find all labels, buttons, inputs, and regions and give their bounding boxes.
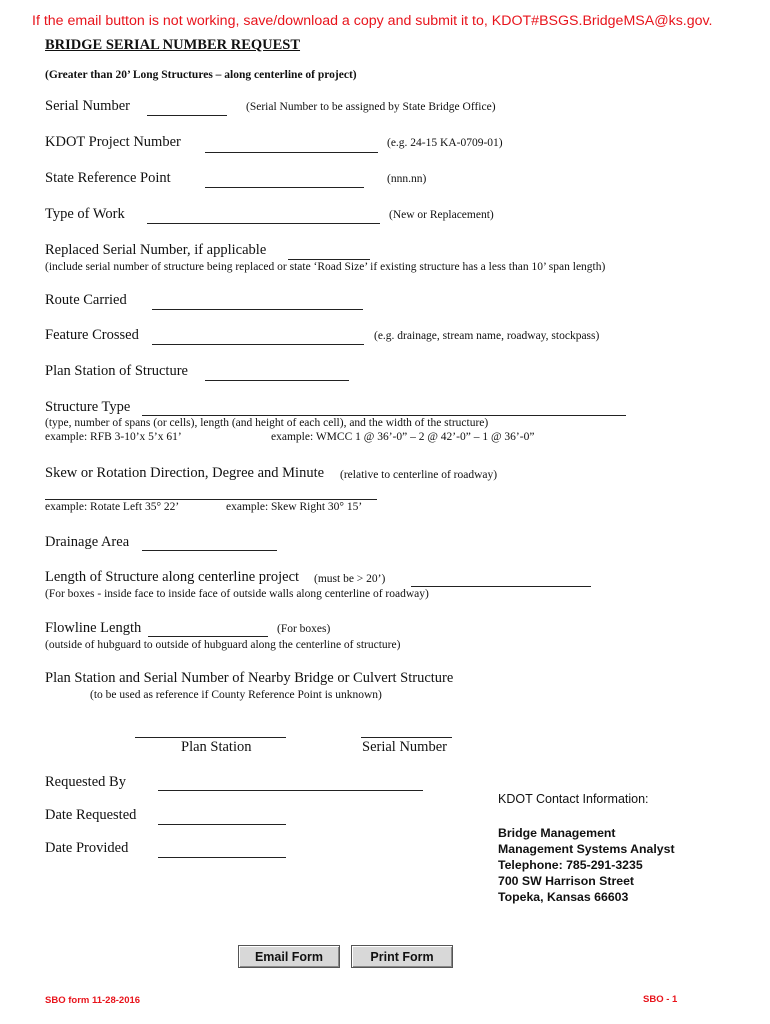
- skew-field[interactable]: [45, 485, 377, 500]
- plan-station-field[interactable]: [205, 366, 349, 381]
- structure-type-field[interactable]: [142, 401, 626, 416]
- nearby-serial-number-field[interactable]: [361, 723, 452, 738]
- contact-line-street: 700 SW Harrison Street: [498, 874, 634, 888]
- project-number-field[interactable]: [205, 138, 378, 153]
- structure-type-note: (type, number of spans (or cells), length (and height of each cell), and the width of the structure): [45, 417, 489, 429]
- length-label: Length of Structure along centerline project: [45, 569, 300, 585]
- drainage-area-field[interactable]: [142, 536, 277, 551]
- length-field[interactable]: [411, 572, 591, 587]
- requested-by-label: Requested By: [45, 774, 126, 790]
- email-instructions-banner: If the email button is not working, save/download a copy and submit it to, KDOT#BSGS.BridgeMSA@ks.gov.: [32, 13, 713, 29]
- feature-crossed-label: Feature Crossed: [45, 327, 139, 343]
- replaced-serial-note: (include serial number of structure being replaced or state ‘Road Size’ if existing structure has a less than 10’ span length): [45, 261, 606, 273]
- ref-point-label: State Reference Point: [45, 170, 171, 186]
- length-note: (For boxes - inside face to inside face of outside walls along centerline of roadway): [45, 588, 429, 600]
- structure-type-example-2: example: WMCC 1 @ 36’-0” – 2 @ 42’-0” – 1 @ 36’-0”: [271, 431, 535, 443]
- contact-info: [498, 825, 675, 905]
- print-form-button[interactable]: Print Form: [351, 945, 453, 968]
- skew-label: Skew or Rotation Direction, Degree and Minute: [45, 465, 325, 481]
- type-of-work-label: Type of Work: [45, 206, 125, 222]
- nearby-structure-note: (to be used as reference if County Reference Point is unknown): [90, 689, 382, 701]
- drainage-area-label: Drainage Area: [45, 534, 130, 550]
- type-of-work-note: (New or Replacement): [389, 209, 494, 221]
- page-number-footer: SBO - 1: [643, 994, 678, 1005]
- date-provided-label: Date Provided: [45, 840, 129, 856]
- nearby-serial-number-caption: Serial Number: [362, 739, 447, 755]
- email-form-button[interactable]: Email Form: [238, 945, 340, 968]
- form-subtitle: (Greater than 20’ Long Structures – along centerline of project): [45, 69, 357, 81]
- flowline-length-field[interactable]: [148, 622, 268, 637]
- nearby-plan-station-caption: Plan Station: [181, 739, 252, 755]
- skew-note: (relative to centerline of roadway): [340, 469, 498, 481]
- feature-crossed-field[interactable]: [152, 330, 364, 345]
- replaced-serial-field[interactable]: [288, 245, 370, 260]
- project-number-note: (e.g. 24-15 KA-0709-01): [387, 137, 503, 149]
- plan-station-label: Plan Station of Structure: [45, 363, 188, 379]
- ref-point-field[interactable]: [205, 173, 364, 188]
- route-carried-label: Route Carried: [45, 292, 127, 308]
- route-carried-field[interactable]: [152, 295, 363, 310]
- date-requested-field[interactable]: [158, 810, 286, 825]
- flowline-length-note: (outside of hubguard to outside of hubguard along the centerline of structure): [45, 639, 401, 651]
- serial-number-note: (Serial Number to be assigned by State Bridge Office): [246, 101, 496, 113]
- skew-example-1: example: Rotate Left 35° 22’: [45, 501, 180, 513]
- nearby-structure-label: Plan Station and Serial Number of Nearby Bridge or Culvert Structure: [45, 670, 454, 686]
- skew-example-2: example: Skew Right 30° 15’: [226, 501, 363, 513]
- nearby-plan-station-field[interactable]: [135, 723, 286, 738]
- feature-crossed-note: (e.g. drainage, stream name, roadway, stockpass): [374, 330, 600, 342]
- serial-number-field[interactable]: [147, 101, 227, 116]
- contact-line-city: Topeka, Kansas 66603: [498, 890, 629, 904]
- ref-point-note: (nnn.nn): [387, 173, 427, 185]
- contact-line-title: Management Systems Analyst: [498, 842, 675, 856]
- contact-line-phone: Telephone: 785-291-3235: [498, 858, 643, 872]
- requested-by-field[interactable]: [158, 776, 423, 791]
- form-id-footer: SBO form 11-28-2016: [45, 995, 141, 1006]
- structure-type-example-1: example: RFB 3-10’x 5’x 61’: [45, 431, 182, 443]
- structure-type-label: Structure Type: [45, 399, 131, 415]
- date-requested-label: Date Requested: [45, 807, 137, 823]
- type-of-work-field[interactable]: [147, 209, 380, 224]
- form-title: BRIDGE SERIAL NUMBER REQUEST: [45, 37, 301, 53]
- serial-number-label: Serial Number: [45, 98, 130, 114]
- contact-line-office: Bridge Management: [498, 826, 616, 840]
- project-number-label: KDOT Project Number: [45, 134, 181, 150]
- contact-heading: KDOT Contact Information:: [498, 792, 649, 806]
- flowline-length-label: Flowline Length: [45, 620, 142, 636]
- replaced-serial-label: Replaced Serial Number, if applicable: [45, 242, 267, 258]
- length-inline-note: (must be > 20’): [314, 573, 386, 585]
- date-provided-field[interactable]: [158, 843, 286, 858]
- flowline-length-inline-note: (For boxes): [277, 623, 331, 635]
